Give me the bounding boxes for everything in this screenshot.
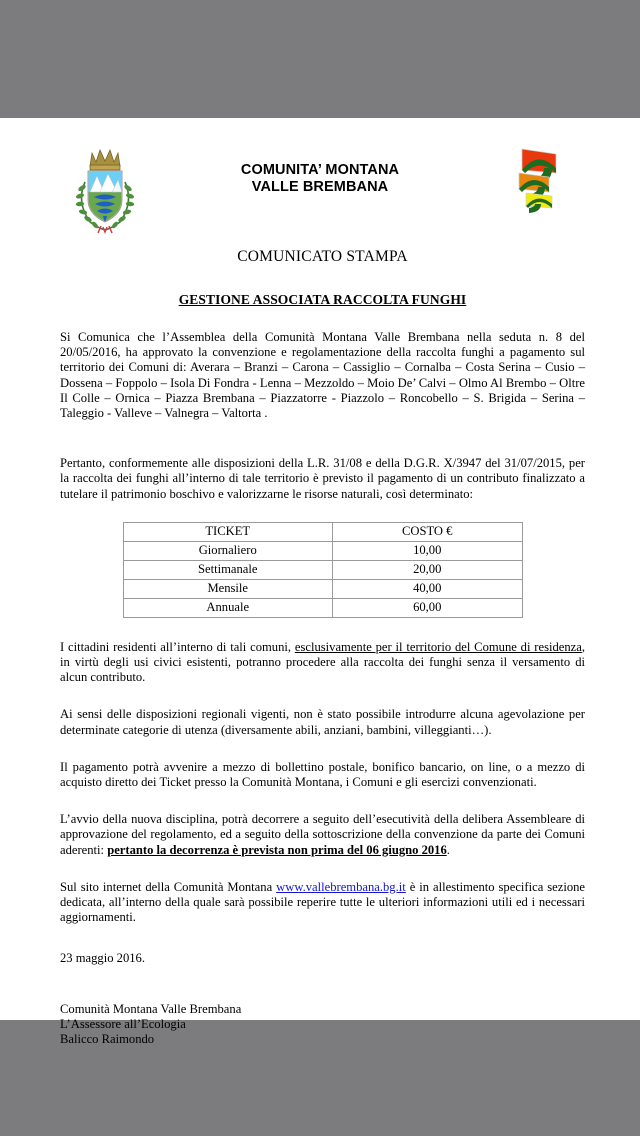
table-cell-ticket-cost: 10,00 (332, 541, 522, 560)
document-body (60, 248, 585, 1047)
paragraph-start-date (60, 812, 585, 858)
spacer (60, 803, 585, 812)
table-header-cost: COSTO € (332, 522, 522, 541)
press-release-title: COMUNICATO STAMPA (237, 248, 408, 265)
document-header (0, 118, 640, 226)
table-cell-ticket-cost: 20,00 (332, 560, 522, 579)
start-date-emphasis: pertanto la decorrenza è prevista non prima del 06 giugno 2016 (107, 842, 447, 857)
spacer (60, 871, 585, 880)
organization-title (150, 162, 490, 196)
ticket-price-table-wrapper (60, 522, 585, 618)
residents-underlined-clause: esclusivamente per il territorio del Comune di residenza (294, 639, 582, 654)
table-row (123, 541, 522, 560)
table-cell-ticket-type: Giornaliero (123, 541, 332, 560)
valle-brembana-logo-icon (508, 146, 562, 216)
signature-name: Balicco Raimondo (60, 1032, 155, 1047)
table-cell-ticket-cost: 60,00 (332, 598, 522, 617)
table-header-ticket: TICKET (123, 522, 332, 541)
paragraph-website (60, 880, 585, 926)
organization-title-line1: COMUNITA’ MONTANA (240, 162, 400, 178)
table-row (123, 579, 522, 598)
paragraph-intro: Si Comunica che l’Assemblea della Comunità Montana Valle Brembana nella seduta n. 8 del 20/05/2016, ha approvato la convenzione e regolamentazione della raccolta funghi a pagamento sul territorio dei Comuni di: Averara – Branzi – Carona – Cassiglio – Cornalba – Costa Serina – Cusio – Dossena – Foppolo – Isola Di Fondra - Lenna – Mezzoldo – Moio De’ Calvi – Olmo Al Brembo – Oltre Il Colle – Ornica – Piazza Brembana – Piazzatorre - Piazzolo – Roncobello – S. Brigida – Serina – Taleggio - Valleve – Valnegra – Valtorta . (60, 330, 585, 421)
table-row (123, 598, 522, 617)
residents-text-b: , in virtù degli usi civici esistenti, potranno procedere alla raccolta dei funghi senza il versamento di alcun contributo. (60, 639, 585, 685)
start-text-a: L’avvio della nuova disciplina, potrà decorrere a seguito dell’esecutività della delibera Assembleare di approvazione del regolamento, ed a seguito della sottoscrizione della convenzione da parte dei Comuni aderenti: (60, 812, 585, 857)
table-header-row (123, 522, 522, 541)
signature-organization: Comunità Montana Valle Brembana (60, 1001, 242, 1016)
table-cell-ticket-cost: 40,00 (332, 579, 522, 598)
spacer (60, 698, 585, 707)
start-text-b: . (446, 842, 450, 857)
paragraph-residents (60, 640, 585, 686)
document-date: 23 maggio 2016. (60, 951, 146, 966)
ticket-price-table (123, 522, 523, 618)
residents-text-a: I cittadini residenti all’interno di tali comuni, (60, 639, 295, 654)
table-cell-ticket-type: Mensile (123, 579, 332, 598)
paragraph-no-discounts: Ai sensi delle disposizioni regionali vigenti, non è stato possibile introdurre alcuna agevolazione per determinate categorie di utenza (diversamente abili, anziani, bambini, villeggianti…). (60, 707, 585, 737)
subject-title: GESTIONE ASSOCIATA RACCOLTA FUNGHI (178, 292, 467, 307)
document-page (0, 118, 640, 1047)
website-link[interactable]: www.vallebrembana.bg.it (276, 879, 406, 894)
signature-role: L’Assessore all’Ecologia (60, 1016, 186, 1031)
spacer (60, 434, 585, 456)
table-row (123, 560, 522, 579)
spacer (60, 980, 585, 1002)
spacer (60, 751, 585, 760)
viewer-top-background (0, 0, 640, 118)
website-text-b: è in allestimento specifica sezione dedicata, all’interno della quale sarà possibile reperire tutte le ulteriori informazioni utili ed i necessari aggiornamenti. (60, 879, 586, 925)
organization-title-line2: VALLE BREMBANA (251, 179, 389, 195)
website-text-a: Sul sito internet della Comunità Montana (60, 879, 277, 894)
spacer (60, 938, 585, 951)
paragraph-payment: Il pagamento potrà avvenire a mezzo di bollettino postale, bonifico bancario, on line, o a mezzo di acquisto diretto dei Ticket presso la Comunità Montana, i Comuni e gli esercizi convenzionati. (60, 759, 585, 790)
comune-coat-of-arms-icon (70, 142, 140, 234)
signature-block (60, 1002, 585, 1048)
paragraph-regulation: Pertanto, conformemente alle disposizioni della L.R. 31/08 e della D.G.R. X/3947 del 31/07/2015, per la raccolta dei funghi all’interno di tale territorio è previsto il pagamento di un contributo finalizzato a tutelare il patrimonio boschivo e valorizzarne le risorse naturali, così determinato: (60, 456, 585, 501)
table-cell-ticket-type: Settimanale (123, 560, 332, 579)
table-cell-ticket-type: Annuale (123, 598, 332, 617)
